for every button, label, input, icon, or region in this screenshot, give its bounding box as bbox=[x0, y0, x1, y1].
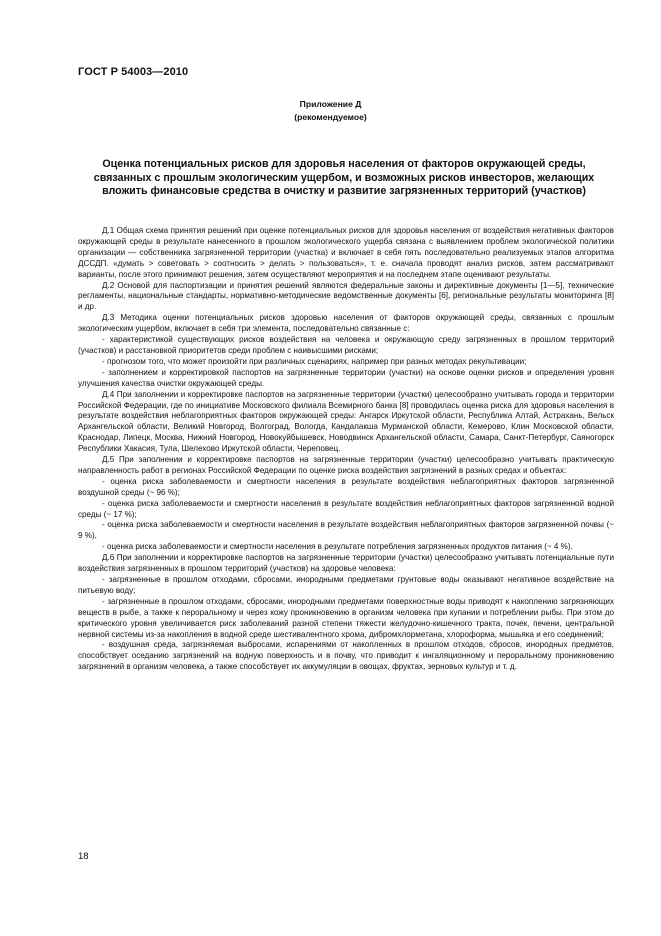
paragraph: Д.1 Общая схема принятия решений при оценке потенциальных рисков для здоровья населения от воздействия негативных факторов окружающей среды в результате нанесенного в прошлом экологического ущерба связана с выявлением проблем экологической политики организации — собственника загрязненной территории (участка) и включает в себя пять последовательно реализуемых этапов алгоритма ДССДП. «думать > советовать > соотносить > делать > пользоваться», т. е. сначала проводят анализ рисков, затем рассматривают варианты, после этого принимают решения, затем осуществляют мероприятия и на последнем этапе оценивают результаты. bbox=[78, 226, 614, 279]
standard-header: ГОСТ Р 54003—2010 bbox=[78, 66, 189, 78]
paragraph: Д.5 При заполнении и корректировке паспортов на загрязненные территории (участки) целесообразно учитывать практическую направленность работ в регионах Российской Федерации по оценке риска воздействия загрязнений в разных средах и объектах: bbox=[78, 455, 614, 475]
paragraph: Д.3 Методика оценки потенциальных рисков здоровью населения от факторов окружающей среды, связанных с прошлым экологическим ущербом, включает в себя три элемента, последовательно связанные с: bbox=[78, 313, 614, 334]
appendix-title: Оценка потенциальных рисков для здоровья населения от факторов окружающей среды, связанных с прошлым экологическим ущербом, и возможных рисков инвесторов, желающих вложить финансовые средства в очистку и развитие загрязненных территорий (участков) bbox=[93, 158, 595, 198]
appendix-heading bbox=[0, 98, 661, 124]
body-text bbox=[78, 226, 614, 673]
list-item: - характеристикой существующих рисков воздействия на человека и окружающую среду загрязненных в прошлом территорий (участков) и расстановкой приоритетов среди проблем с наивысшими рисками; bbox=[78, 335, 614, 355]
list-item: - прогнозом того, что может произойти при различных сценариях, например при разных методах рекультивации; bbox=[102, 356, 527, 366]
list-item: - загрязненные в прошлом отходами, сбросами, инородными предметами грунтовые воды оказывают негативное воздействие на питьевую воду; bbox=[78, 575, 614, 595]
page-number: 18 bbox=[78, 851, 89, 862]
paragraph: Д.2 Основой для паспортизации и принятия решений являются федеральные законы и директивные документы [1—5], технические регламенты, национальные стандарты, нормативно-методические ведомственные документы [6], региональные результаты мониторинга [8] и др. bbox=[78, 280, 614, 312]
list-item: - воздушная среда, загрязняемая выбросами, испарениями от накопленных в прошлом отходов, сбросов, инородных предметов, способствует оседанию загрязнений на водную поверхность и в почву, что приводит к ингаляционному и пероральному проникновению загрязнений в организм человека, а также способствует их аккумуляции в овощах, фруктах, зерновых культур и т. д. bbox=[78, 640, 614, 672]
appendix-status: (рекомендуемое) bbox=[294, 112, 367, 122]
list-item: - загрязненные в прошлом отходами, сбросами, инородными предметами поверхностные воды приводят к накоплению загрязняющих веществ в рыбе, а также к пероральному и через кожу проникновению в организм человека при купании и потреблении рыбы. При этом до критического уровня увеличивается риск заболеваний разной степени тяжести желудочно-кишечного тракта, почек, печени, центральной нервной системы из-за накопления в водной среде шестивалентного хрома, дибромхлорметана, хлороформа, мышьяка и его соединений; bbox=[78, 596, 614, 639]
appendix-label: Приложение Д bbox=[299, 99, 362, 109]
list-item: - заполнением и корректировкой паспортов на загрязненные территории (участки) на основе оценки рисков и определения уровня улучшения качества очистки окружающей среды. bbox=[78, 367, 614, 388]
paragraph: Д.4 При заполнении и корректировке паспортов на загрязненные территории (участки) целесообразно учитывать города и территории Российской Федерации, где по инициативе Московского филиала Всемирного банка [8] проводилась оценка риска для здоровья населения в результате воздействия неблагоприятных факторов окружающей среды: Ангарск Иркутской области, Республика Алтай, Астрахань, Вельск Архангельской области, Великий Новгород, Волгоград, Вологда, Кандалакша Мурманской области, Кемерово, Клин Московской области, Краснодар, Липецк, Москва, Нижний Новгород, Новокуйбышевск, Новодвинск Архангельской области, Самара, Санкт-Петербург, Саяногорск Республики Хакасия, Тула, Шелехово Иркутской области, Череповец. bbox=[78, 389, 614, 454]
list-item: - оценка риска заболеваемости и смертности населения в результате воздействия неблагоприятных факторов загрязненной воздушной среды (~ 96 %); bbox=[78, 476, 614, 497]
list-item: - оценка риска заболеваемости и смертности населения в результате потребления загрязненных продуктов питания (~ 4 %). bbox=[102, 542, 573, 552]
list-item: - оценка риска заболеваемости и смертности населения в результате воздействия неблагоприятных факторов загрязненной водной среды (~ 17 %); bbox=[78, 498, 614, 519]
list-item: - оценка риска заболеваемости и смертности населения в результате воздействия неблагоприятных факторов загрязненной почвы (~ 9 %), bbox=[78, 520, 614, 541]
paragraph: Д.6 При заполнении и корректировке паспортов на загрязненные территории (участки) целесообразно учитывать потенциальные пути воздействия загрязненных в прошлом территорий (участков) на здоровье человека: bbox=[78, 553, 614, 574]
